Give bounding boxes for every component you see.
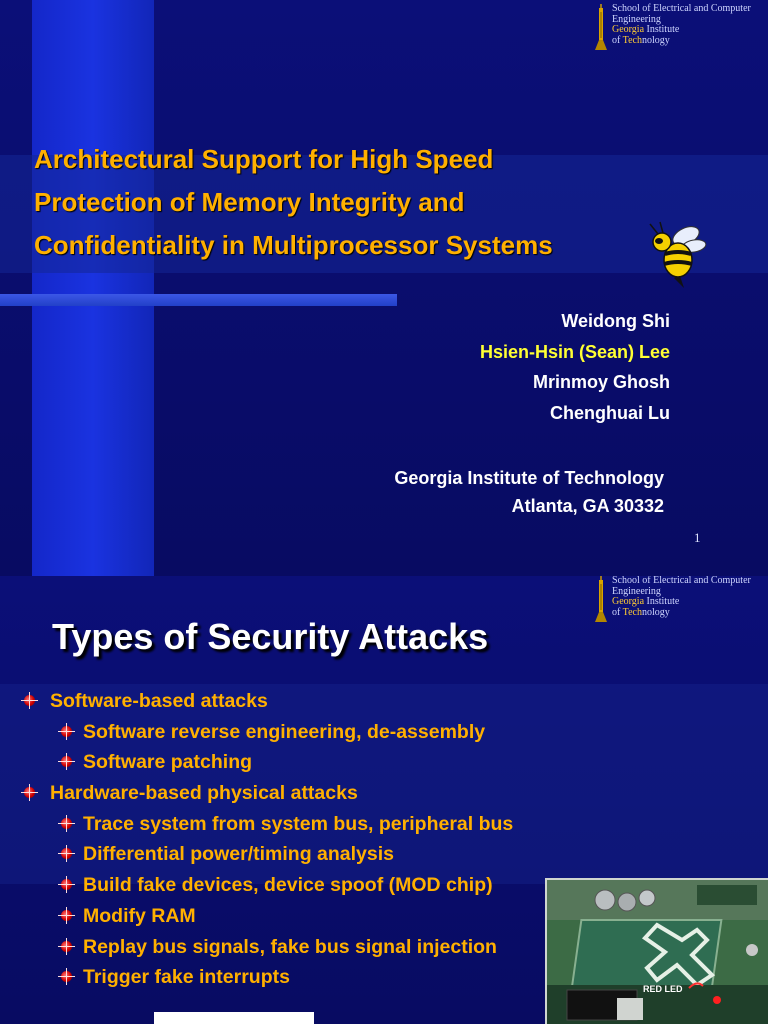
logo-line-2: Engineering: [612, 585, 661, 597]
bullet-icon: [61, 726, 72, 737]
sub-bullet-item: [20, 839, 580, 870]
bullet-icon: [61, 971, 72, 982]
attacks-slide: [0, 576, 768, 1024]
bullet-icon: [61, 879, 72, 890]
tech-tower-icon: [594, 576, 608, 622]
institution-name: Georgia Institute of Technology: [394, 468, 664, 488]
bullet-icon: [61, 818, 72, 829]
logo-georgia: Georgia: [612, 596, 645, 607]
red-led-label: RED LED: [643, 984, 683, 994]
affiliation: [394, 464, 664, 520]
bullet-icon: [61, 941, 72, 952]
bullet-icon: [24, 695, 35, 706]
sub-bullet-item: [20, 962, 580, 993]
buzz-bee-icon: [644, 220, 708, 290]
gatech-logo-2: [594, 576, 751, 622]
bullet-item: [20, 778, 580, 809]
bullet-text: Software patching: [83, 751, 253, 774]
presentation-title: [34, 138, 674, 267]
author-4: Chenghuai Lu: [550, 402, 670, 423]
sub-bullet-item: [20, 809, 580, 840]
sub-bullet-item: [20, 717, 580, 748]
logo-line-2: Engineering: [612, 13, 661, 25]
bullet-text: Modify RAM: [83, 904, 196, 927]
circuit-board-photo: [545, 878, 768, 1024]
sub-bullet-item: [20, 747, 580, 778]
bullet-text: Trigger fake interrupts: [83, 966, 290, 989]
author-1: Weidong Shi: [561, 311, 670, 331]
vertical-accent-band: [32, 0, 154, 576]
bullet-icon: [24, 787, 35, 798]
author-list: [480, 306, 670, 428]
title-line-3: Confidentiality in Multiprocessor Systems: [34, 230, 553, 260]
bullet-text: Build fake devices, device spoof (MOD chip): [83, 874, 493, 897]
page-number: 1: [694, 530, 701, 545]
logo-nology: nology: [641, 34, 670, 46]
title-line-2: Protection of Memory Integrity and: [34, 187, 465, 217]
bullet-text: Replay bus signals, fake bus signal injection: [83, 935, 497, 958]
logo-line-1: School of Electrical and Computer: [612, 3, 751, 14]
logo-tech: Tech: [622, 34, 642, 46]
logo-georgia: Georgia: [612, 24, 645, 35]
title-line-1: Architectural Support for High Speed: [34, 144, 494, 174]
slide-title: Types of Security Attacks: [52, 616, 489, 657]
author-2-presenter: Hsien-Hsin (Sean) Lee: [479, 341, 670, 362]
circuit-board-image: [547, 880, 768, 1024]
logo-institute: Institute: [644, 24, 680, 35]
bullet-list: [20, 686, 580, 993]
sub-bullet-item: [20, 901, 580, 932]
tech-tower-icon: [594, 4, 608, 50]
sub-bullet-item: [20, 870, 580, 901]
bullet-text: Hardware-based physical attacks: [50, 782, 358, 805]
bullet-item: [20, 686, 580, 717]
bullet-icon: [61, 910, 72, 921]
logo-of: of: [612, 606, 623, 618]
bullet-icon: [61, 848, 72, 859]
bullet-text: Software reverse engineering, de-assembly: [83, 720, 486, 743]
logo-tech: Tech: [622, 606, 642, 618]
institution-address: Atlanta, GA 30332: [511, 496, 664, 516]
accent-bar: [0, 294, 397, 306]
logo-line-1: School of Electrical and Computer: [612, 576, 751, 586]
sub-bullet-item: [20, 932, 580, 963]
bullet-text: Software-based attacks: [50, 690, 268, 712]
author-3: Mrinmoy Ghosh: [532, 372, 670, 392]
logo-institute: Institute: [644, 596, 680, 607]
logo-of: of: [612, 34, 623, 46]
gatech-logo: [594, 4, 751, 50]
bullet-text: Differential power/timing analysis: [83, 843, 394, 866]
logo-nology: nology: [641, 606, 670, 618]
bullet-icon: [61, 756, 72, 767]
footer-white-bar: [154, 1012, 314, 1024]
bullet-text: Trace system from system bus, peripheral bus: [83, 812, 514, 835]
